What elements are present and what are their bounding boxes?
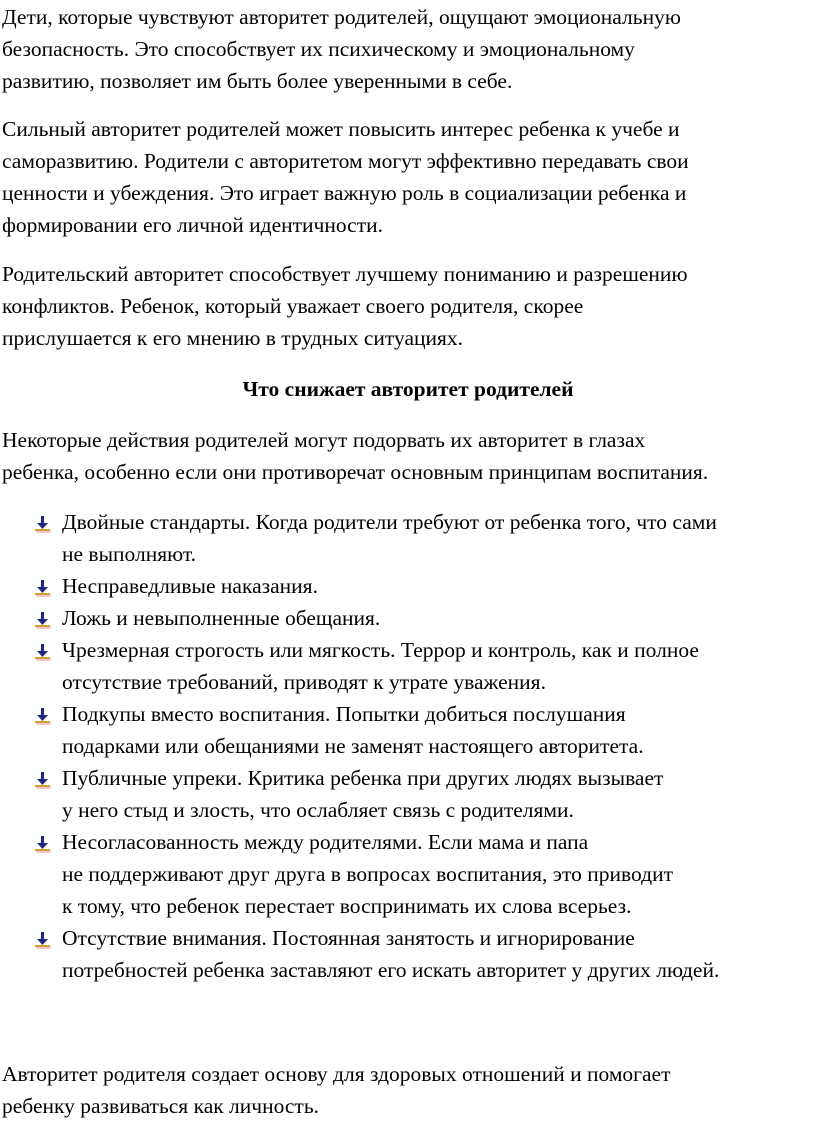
- list-item-text: Подкупы вместо воспитания. Попытки добиться послушания подарками или обещаниями не заменят настоящего авторитета.: [62, 702, 644, 758]
- arrow-down-bullet-icon: [33, 576, 53, 596]
- list-item-text: Публичные упреки. Критика ребенка при других людях вызывает у него стыд и злость, что ослабляет связь с родителями.: [62, 766, 664, 822]
- bullet-list: [0, 506, 816, 986]
- arrow-down-bullet-icon: [33, 608, 53, 628]
- paragraph-undermining-actions: Некоторые действия родителей могут подорвать их авторитет в глазах ребенка, особенно если они противоречат основным принципам воспитания.: [2, 428, 709, 484]
- list-item: [0, 506, 816, 570]
- arrow-down-bullet-icon: [33, 832, 53, 852]
- arrow-down-bullet-icon: [33, 928, 53, 948]
- list-item-text: Двойные стандарты. Когда родители требуют от ребенка того, что сами не выполняют.: [62, 510, 717, 566]
- list-item: [0, 634, 816, 698]
- arrow-down-bullet-icon: [33, 768, 53, 788]
- list-item-text: Несогласованность между родителями. Если мама и папа не поддерживают друг друга в вопросах воспитания, это приводит к тому, что ребенок перестает воспринимать их слова всерьез.: [62, 830, 673, 918]
- arrow-down-bullet-icon: [33, 640, 53, 660]
- list-item-text: Ложь и невыполненные обещания.: [62, 606, 381, 630]
- list-item: [0, 570, 816, 602]
- arrow-down-bullet-icon: [33, 704, 53, 724]
- list-item-text: Отсутствие внимания. Постоянная занятость и игнорирование потребностей ребенка заставляют его искать авторитет у других людей.: [62, 926, 720, 982]
- arrow-down-bullet-icon: [33, 512, 53, 532]
- paragraph-conclusion: Авторитет родителя создает основу для здоровых отношений и помогает ребенку развиваться как личность.: [2, 1062, 671, 1118]
- list-item-text: Чрезмерная строгость или мягкость. Террор и контроль, как и полное отсутствие требований, приводят к утрате уважения.: [62, 638, 699, 694]
- list-item: [0, 698, 816, 762]
- section-heading: Что снижает авторитет родителей: [242, 377, 574, 401]
- list-item: [0, 922, 816, 986]
- paragraph-emotional-safety: Дети, которые чувствуют авторитет родителей, ощущают эмоциональную безопасность. Это способствует их психическому и эмоциональному развитию, позволяет им быть более уверенными в себе.: [2, 5, 681, 93]
- list-item: [0, 762, 816, 826]
- list-item: [0, 826, 816, 922]
- paragraph-conflict-resolution: Родительский авторитет способствует лучшему пониманию и разрешению конфликтов. Ребенок, который уважает своего родителя, скорее прислушается к его мнению в трудных ситуациях.: [2, 262, 688, 350]
- list-item-text: Несправедливые наказания.: [62, 574, 318, 598]
- paragraph-self-development: Сильный авторитет родителей может повысить интерес ребенка к учебе и саморазвитию. Родители с авторитетом могут эффективно передавать свои ценности и убеждения. Это играет важную роль в социализации ребенка и формировании его личной идентичности.: [2, 117, 689, 237]
- list-item: [0, 602, 816, 634]
